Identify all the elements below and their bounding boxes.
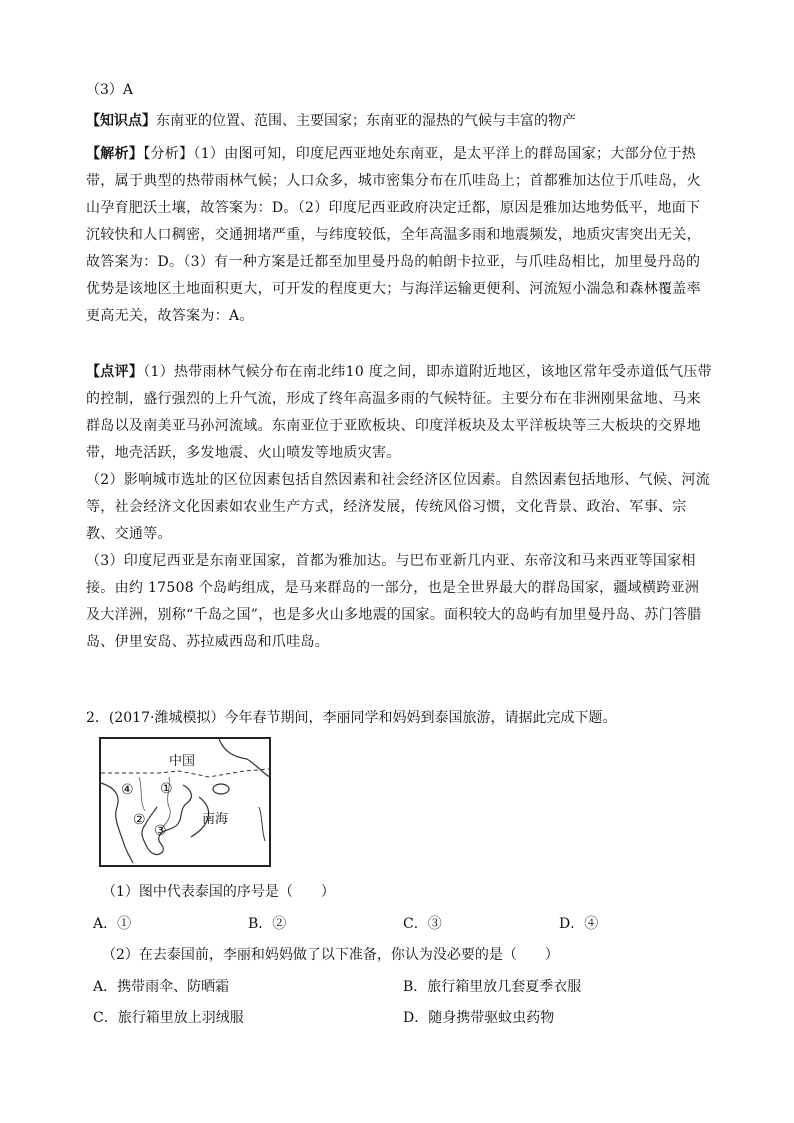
thailand-map	[99, 737, 271, 867]
comment-tag: 【点评】	[86, 364, 144, 380]
china-label: 中国	[169, 754, 196, 769]
comment-section	[86, 359, 712, 656]
analysis-tag: 【解析】	[86, 146, 144, 162]
marker-3: ③	[154, 823, 167, 839]
analysis-text: （1）由图可知，印度尼西亚地处东南亚，是太平洋上的群岛国家；大部分位于热带，属于典型的热带雨林气候；人口众多，城市密集分布在爪哇岛上；首都雅加达位于爪哇岛，火山孕育肥沃土壤，故答案为：D。（2）印度尼西亚政府决定迁都，原因是雅加达地势低平，地面下沉较快和人口稠密，交通拥堵严重，与纬度较低，全年高温多雨和地震频发，地质灾害突出无关，故答案为：D。（3）有一种方案是迁都至加里曼丹岛的帕朗卡拉亚，与爪哇岛相比，加里曼丹岛的优势是该地区土地面积更大，可开发的程度更大；与海洋运输更便利、河流短小湍急和森林覆盖率更高无关，故答案为：A。	[86, 146, 701, 324]
q2-2-option-b[interactable]: B．旅行箱里放几套夏季衣服	[403, 979, 582, 995]
analysis-sub-tag: 【分析】	[143, 146, 194, 162]
q2-2-option-a[interactable]: A．携带雨伞、防晒霜	[93, 979, 230, 995]
knowledge-tag: 【知识点】	[86, 113, 156, 129]
question-2-2-text: （2）在去泰国前，李丽和妈妈做了以下准备，你认为没必要的是（ ）	[102, 947, 559, 963]
q2-2-option-d[interactable]: D．随身携带驱蚊虫药物	[403, 1010, 555, 1026]
comment-p1: （1）热带雨林气候分布在南北纬10 度之间，即赤道附近地区，该地区常年受赤道低气压带的控制，盛行强烈的上升气流，形成了终年高温多雨的气候特征。主要分布在非洲刚果盆地、马来群岛以及南美亚马孙河流域。东南亚位于亚欧板块、印度洋板块及太平洋板块等三大板块的交界地带，地壳活跃，多发地震、火山喷发等地质灾害。	[86, 364, 712, 461]
comment-p3: （3）印度尼西亚是东南亚国家，首都为雅加达。与巴布亚新几内亚、东帝汶和马来西亚等国家相接。由约 17508 个岛屿组成，是马来群岛的一部分，也是全世界最大的群岛国家，疆域横跨亚洲及大洋洲，别称“千岛之国”，也是多火山多地震的国家。面积较大的岛屿有加里曼丹岛、苏门答腊岛、伊里安岛、苏拉威西岛和爪哇岛。	[86, 553, 702, 650]
q2-2-option-c[interactable]: C．旅行箱里放上羽绒服	[93, 1010, 244, 1026]
comment-p2: （2）影响城市选址的区位因素包括自然因素和社会经济区位因素。自然因素包括地形、气候、河流等，社会经济文化因素如农业生产方式，经济发展，传统风俗习惯，文化背景、政治、军事、宗教、交通等。	[86, 472, 711, 542]
question-2-1-text: （1）图中代表泰国的序号是（ ）	[102, 884, 335, 900]
knowledge-text: 东南亚的位置、范围、主要国家；东南亚的湿热的气候与丰富的物产	[156, 113, 576, 129]
q2-1-option-d[interactable]: D．④	[559, 916, 599, 932]
q2-1-option-b[interactable]: B．②	[248, 916, 287, 932]
sea-label: 南海	[202, 812, 229, 827]
marker-2: ②	[133, 812, 146, 828]
analysis-paragraph	[86, 141, 712, 330]
q2-1-option-c[interactable]: C．③	[403, 916, 442, 932]
answer-line: （3）A	[86, 82, 134, 98]
q2-1-option-a[interactable]: A．①	[93, 916, 132, 932]
question-2-stem: 2．(2017·潍城模拟）今年春节期间，李丽同学和妈妈到泰国旅游，请据此完成下题。	[86, 710, 617, 726]
knowledge-point	[86, 111, 576, 131]
marker-4: ④	[121, 782, 134, 798]
marker-1: ①	[160, 781, 173, 797]
